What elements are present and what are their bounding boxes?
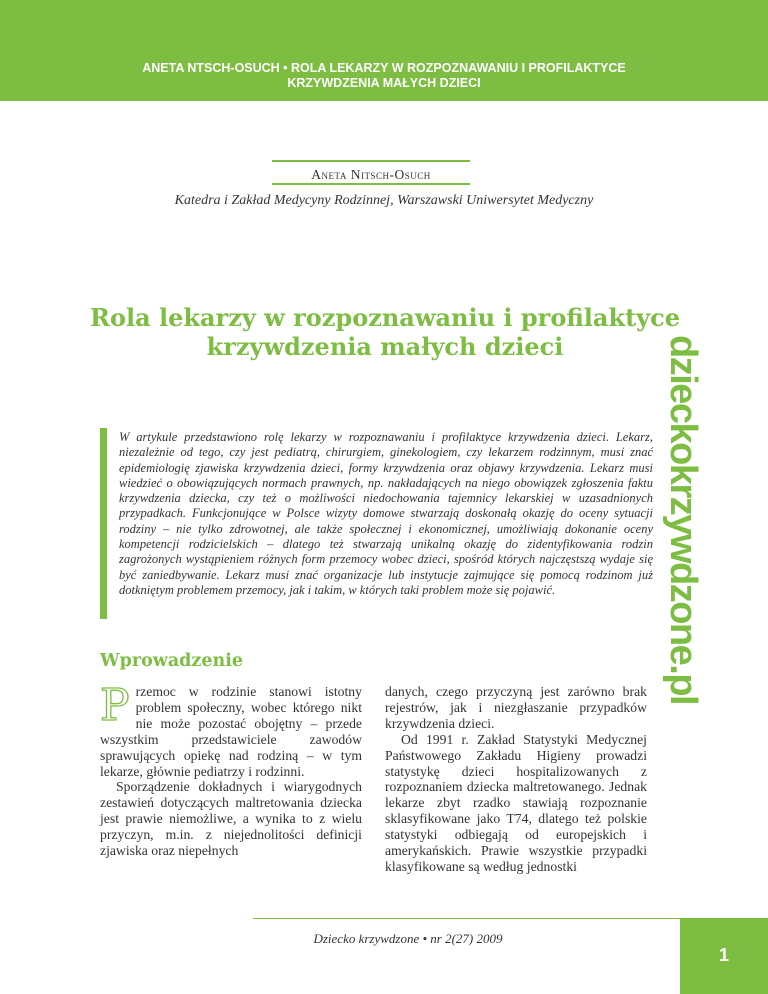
running-header-line-1: ANETA NTSCH-OSUCH • ROLA LEKARZY W ROZPOZNAWANIU I PROFILAKTYCE [142, 61, 626, 75]
body-column-left [100, 680, 362, 859]
article-title-line-1: Rola lekarzy w rozpoznawaniu i profilaktyce [90, 303, 680, 332]
running-header-line-2: KRZYWDZENIA MAŁYCH DZIECI [287, 76, 481, 90]
abstract-accent-bar [100, 428, 107, 619]
author-name: Aneta Nitsch-Osuch [311, 167, 431, 182]
author-affiliation: Katedra i Zakład Medycyny Rodzinnej, Warszawski Uniwersytet Medyczny [174, 193, 594, 208]
journal-footer: Dziecko krzywdzone • nr 2(27) 2009 [313, 931, 503, 946]
drop-cap: P [100, 680, 130, 731]
body-paragraph: danych, czego przyczyną jest zarówno brak rejestrów, jak i niezgłaszanie przypadków krzywdzenia dzieci. [385, 684, 647, 731]
article-title [80, 303, 690, 361]
body-paragraph-text: rzemoc w rodzinie stanowi istotny problem społeczny, wobec którego nikt nie może pozostać obojętny – przede wszystkim przedstawiciele zawodów sprawujących opiekę nad rodziną – w tym lekarze, głównie pediatrzy i rodzinni. [100, 684, 362, 779]
article-title-line-2: krzywdzenia małych dzieci [206, 332, 564, 361]
footer-rule [253, 918, 681, 919]
body-paragraph [100, 680, 362, 779]
section-heading-introduction: Wprowadzenie [100, 651, 243, 671]
page-number: 1 [718, 945, 729, 965]
running-header [0, 61, 768, 91]
brand-logo-vertical-text: dzieckokrzywdzone.pl [662, 335, 704, 705]
body-column-right [385, 684, 647, 875]
body-paragraph: Od 1991 r. Zakład Statystyki Medycznej Państwowego Zakładu Higieny prowadzi statystykę dzieci hospitalizowanych z rozpoznaniem dziecka maltretowanego. Jednak lekarze zbyt rzadko stawiają rozpoznanie sklasyfikowane jako T74, dlatego też polskie statystyki odbiegają od europejskich i amerykańskich. Prawie wszystkie przypadki klasyfikowane są według jednostki [385, 731, 647, 874]
abstract: W artykule przedstawiono rolę lekarzy w rozpoznawaniu i profilaktyce krzywdzenia dzieci. Lekarz, niezależnie od tego, czy jest pediatrą, chirurgiem, ginekologiem, czy lekarzem rodzinnym, musi znać epidemiologię zjawiska krzywdzenia dzieci, formy krzywdzenia oraz objawy krzywdzenia. Lekarz musi wiedzieć o obowiązujących normach prawnych, np. nakładających na niego obowiązek zgłoszenia faktu krzywdzenia dziecka, czy też o możliwości niedochowania tajemnicy lekarskiej w uzasadnionych przypadkach. Funkcjonujące w Polsce wizyty domowe stwarzają doskonałą okazję do oceny sytuacji rodziny – nie tylko zdrowotnej, ale także społecznej i ekonomicznej, umożliwiają dokonanie oceny kompetencji rodzicielskich – dlatego też stwarzają unikalną okazję do zidentyfikowania rodzin zagrożonych wystąpieniem różnych form przemocy wobec dzieci, spośród których najczęstszą wydaje się być zaniedbywanie. Lekarz musi znać organizacje lub instytucje zajmujące się pomocą rodzinom już dotkniętym problemem przemocy, jak i takim, w których taki problem może się pojawić. [119, 430, 653, 597]
brand-logo-container [662, 335, 704, 705]
body-paragraph: Sporządzenie dokładnych i wiarygodnych zestawień dotyczących maltretowania dziecka jest prawie niemożliwe, a wynika to z wielu przyczyn, m.in. z niejednolitości definicji zjawiska oraz niepełnych [100, 779, 362, 859]
